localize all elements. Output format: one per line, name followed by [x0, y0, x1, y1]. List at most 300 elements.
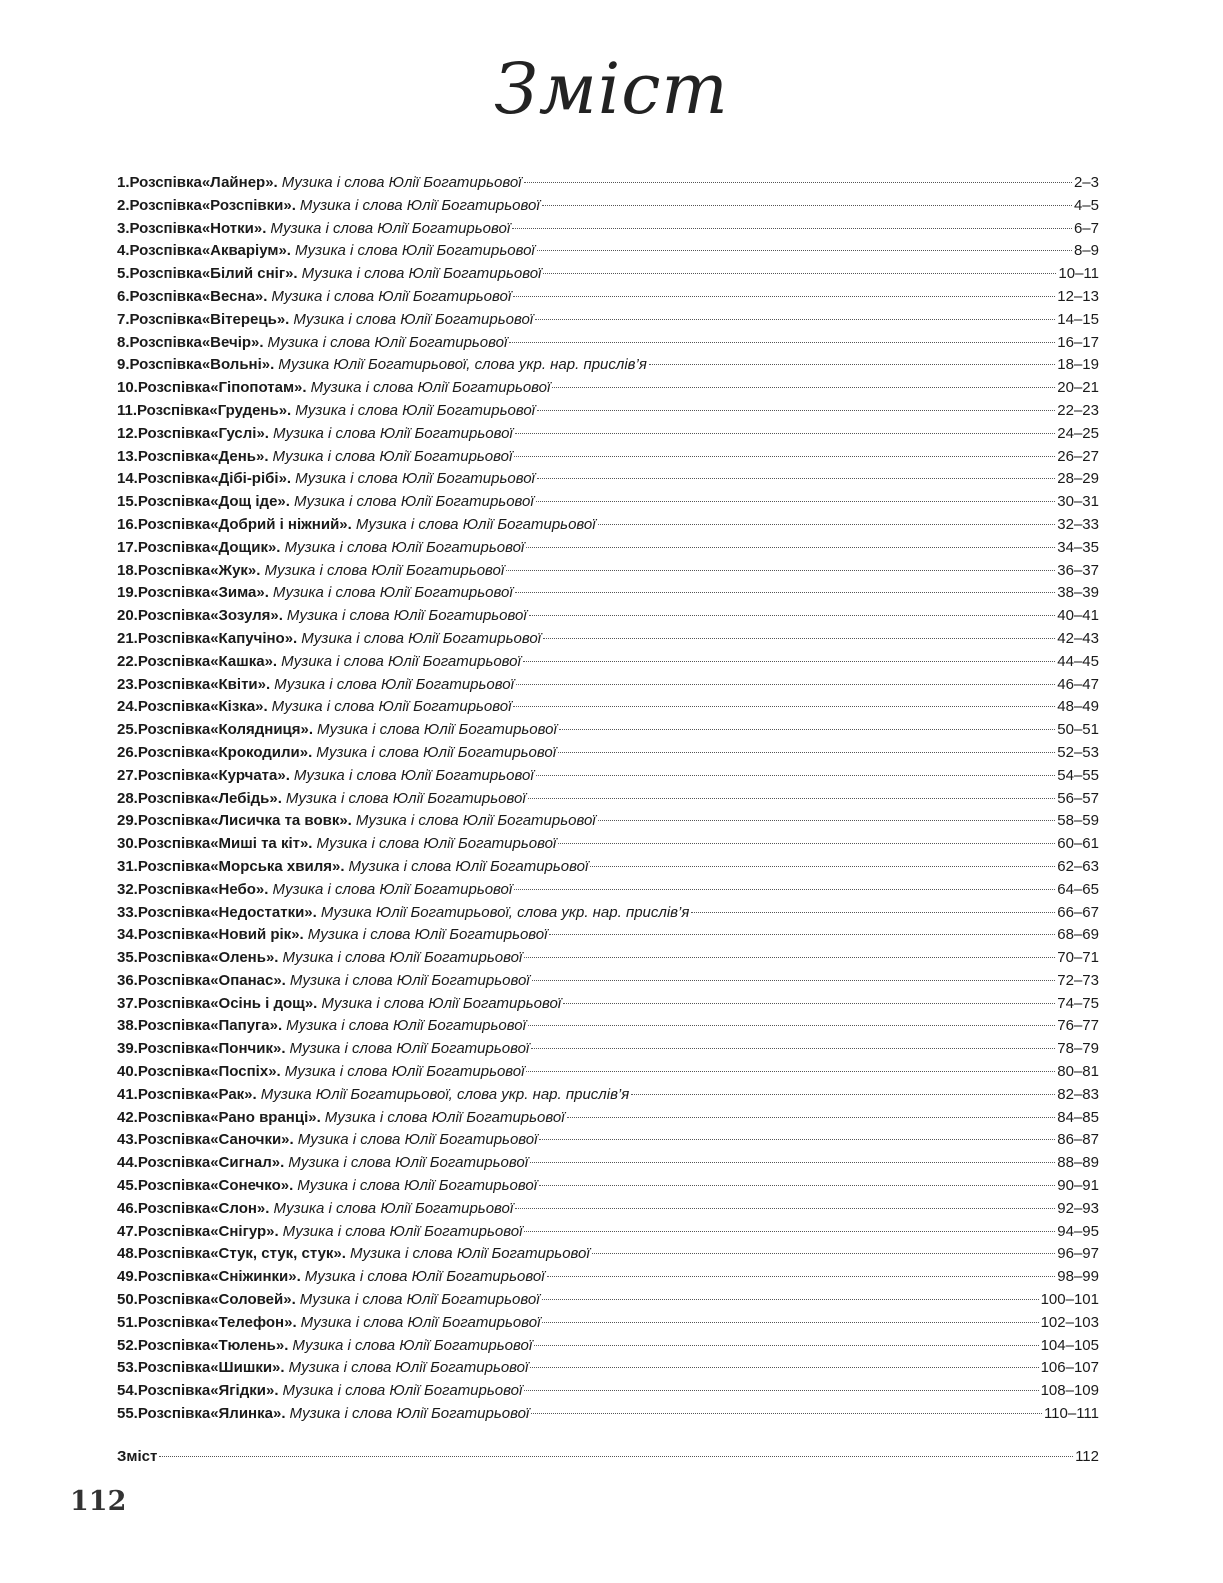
toc-entry-prefix: Розспівка [137, 812, 211, 830]
toc-entry-pages: 98–99 [1057, 1268, 1099, 1286]
toc-entry-name: «Ягідки». [210, 1382, 279, 1400]
toc-entry-pages: 22–23 [1057, 401, 1099, 419]
toc-entry-name: «Опанас». [210, 971, 286, 989]
toc-entry-pages: 50–51 [1057, 721, 1099, 739]
toc-entry-number: 9. [117, 356, 130, 374]
toc-entry-credit: Музика і слова Юлії Богатирьової [282, 949, 523, 967]
toc-entry [117, 810, 1099, 833]
toc-entry-prefix: Розспівка [137, 401, 210, 419]
toc-entry-number: 3. [117, 219, 130, 237]
toc-entry-credit: Музика і слова Юлії Богатирьової [293, 310, 534, 328]
toc-entry-prefix: Розспівка [137, 903, 211, 921]
toc-entry-number: 38. [117, 1017, 138, 1035]
toc-entry [117, 218, 1099, 241]
toc-entry-name: «Сонечко». [210, 1177, 294, 1195]
toc-entry-credit: Музика і слова Юлії Богатирьової [349, 1245, 590, 1263]
toc-entry-prefix: Розспівка [129, 219, 202, 237]
toc-entry-pages: 88–89 [1057, 1154, 1099, 1172]
toc-entry-credit: Музика і слова Юлії Богатирьової [274, 675, 514, 693]
toc-entry [117, 1038, 1099, 1061]
dot-leader [539, 1185, 1055, 1186]
toc-entry-pages: 84–85 [1057, 1108, 1099, 1126]
toc-entry-number: 1. [117, 174, 130, 191]
toc-entry-pages: 24–25 [1057, 424, 1099, 442]
toc-entry-credit: Музика і слова Юлії Богатирьової [282, 1222, 523, 1240]
toc-entry [117, 856, 1099, 879]
toc-entry-name: «Зима». [210, 584, 269, 602]
toc-entry-credit: Музика і слова Юлії Богатирьової [264, 561, 505, 579]
toc-entry-pages: 38–39 [1057, 584, 1099, 602]
toc-entry-prefix: Розспівка [137, 1359, 211, 1377]
toc-entry-pages: 70–71 [1057, 949, 1099, 967]
toc-entry-credit: Музика і слова Юлії Богатирьової [289, 1405, 530, 1423]
toc-entry-prefix: Розспівка [129, 242, 202, 260]
toc-entry-name: «Пончик». [210, 1040, 286, 1058]
dot-leader [542, 1299, 1039, 1300]
toc-entry [117, 172, 1099, 195]
toc-entry-prefix: Розспівка [129, 287, 202, 305]
toc-entry [117, 1061, 1099, 1084]
toc-entry-credit: Музика і слова Юлії Богатирьової [286, 607, 527, 625]
dot-leader [514, 456, 1055, 457]
dot-leader [542, 1322, 1038, 1323]
toc-entry-credit: Музика і слова Юлії Богатирьової [281, 174, 522, 191]
toc-entry-pages: 46–47 [1057, 675, 1099, 693]
toc-entry [117, 468, 1099, 491]
toc-entry-number: 25. [117, 721, 138, 739]
toc-entry [117, 1243, 1099, 1266]
toc-entry-name: «Лисичка та вовк». [210, 812, 352, 830]
toc-entry [117, 240, 1099, 263]
toc-entry-number: 36. [117, 971, 138, 989]
toc-entry [117, 537, 1099, 560]
dot-leader [524, 1390, 1038, 1391]
toc-entry-number: 19. [117, 584, 138, 602]
toc-entry-name: «Кізка». [210, 698, 268, 716]
toc-entry-pages: 106–107 [1040, 1359, 1099, 1377]
toc-entry-pages: 104–105 [1040, 1336, 1099, 1354]
toc-entry-pages: 90–91 [1057, 1177, 1099, 1195]
toc-entry-pages: 8–9 [1073, 242, 1099, 260]
toc-entry-number: 8. [117, 333, 130, 351]
toc-entry-number: 43. [117, 1131, 138, 1149]
toc-entry-number: 37. [117, 994, 138, 1012]
dot-leader [543, 638, 1055, 639]
toc-entry-prefix: Розспівка [137, 994, 211, 1012]
dot-leader [531, 1048, 1055, 1049]
toc-entry [117, 605, 1099, 628]
toc-entry-name: «Весна». [201, 287, 268, 305]
toc-entry-prefix: Розспівка [137, 926, 211, 944]
toc-entry-number: 41. [117, 1085, 138, 1103]
dot-leader [530, 1162, 1055, 1163]
toc-entry-prefix: Розспівка [137, 447, 211, 465]
page-number: 112 [70, 1486, 127, 1517]
toc-entry [117, 1198, 1099, 1221]
toc-entry-number: 30. [117, 835, 138, 853]
dot-leader [526, 1071, 1055, 1072]
toc-entry-credit: Музика і слова Юлії Богатирьової [300, 1313, 541, 1331]
toc-entry-prefix: Розспівка [137, 1405, 211, 1423]
toc-entry-credit: Музика Юлії Богатирьової, слова укр. нар. прислів’я [260, 1085, 630, 1103]
toc-entry-pages: 6–7 [1073, 219, 1099, 237]
toc-entry-number: 34. [117, 926, 138, 944]
dot-leader [590, 866, 1055, 867]
toc-entry-prefix: Розспівка [129, 196, 202, 214]
dot-leader [537, 478, 1055, 479]
toc-entry-number: 31. [117, 857, 138, 875]
toc-entry-name: «Тюлень». [210, 1336, 289, 1354]
toc-entry-name: «Шишки». [210, 1359, 285, 1377]
toc-entry-name: «Капучіно». [210, 629, 298, 647]
toc-entry-number: 53. [117, 1359, 138, 1377]
toc-entry-credit: Музика і слова Юлії Богатирьової [292, 1336, 533, 1354]
toc-entry [117, 674, 1099, 697]
toc-entry-prefix: Розспівка [137, 652, 211, 670]
toc-entry-number: 50. [117, 1291, 138, 1309]
toc-entry-name: «Жук». [210, 561, 261, 579]
toc-entry-name: «Вечір». [201, 333, 264, 351]
toc-entry-prefix: Розспівка [129, 356, 202, 374]
toc-entry-credit: Музика і слова Юлії Богатирьової [324, 1108, 565, 1126]
toc-entry-pages: 80–81 [1057, 1063, 1099, 1081]
toc-entry-name: «Дощ іде». [210, 493, 290, 511]
toc-entry-name: «Грудень». [209, 401, 292, 419]
toc-final-entry [117, 1446, 1099, 1469]
toc-entry-credit: Музика і слова Юлії Богатирьової [295, 470, 535, 488]
dot-leader [506, 570, 1055, 571]
toc-entry-number: 28. [117, 789, 138, 807]
toc-entry-pages: 44–45 [1057, 652, 1099, 670]
toc-entry-name: «Нотки». [201, 219, 267, 237]
toc-entry-prefix: Розспівка [129, 310, 202, 328]
dot-leader [598, 524, 1056, 525]
dot-leader [515, 433, 1056, 434]
dot-leader [547, 1276, 1056, 1277]
toc-entry-prefix: Розспівка [129, 265, 202, 283]
toc-entry-number: 32. [117, 880, 138, 898]
dot-leader [649, 364, 1055, 365]
dot-leader [537, 250, 1072, 251]
toc-entry-credit: Музика і слова Юлії Богатирьової [355, 515, 596, 533]
toc-entry-prefix: Розспівка [137, 1063, 211, 1081]
toc-entry-pages: 102–103 [1040, 1313, 1099, 1331]
toc-entry-pages: 10–11 [1058, 265, 1099, 283]
toc-entry-name: «Дібі-рібі». [210, 470, 292, 488]
toc-entry-number: 4. [117, 242, 130, 260]
toc-entry-prefix: Розспівка [137, 1131, 211, 1149]
toc-entry-pages: 82–83 [1057, 1085, 1099, 1103]
toc-entry [117, 788, 1099, 811]
toc-entry [117, 651, 1099, 674]
toc-entry-name: «Соловей». [210, 1291, 296, 1309]
toc-entry-pages: 16–17 [1057, 333, 1099, 351]
toc-entry [117, 833, 1099, 856]
toc-entry-prefix: Розспівка [137, 1108, 211, 1126]
dot-leader [558, 843, 1055, 844]
toc-entry-credit: Музика і слова Юлії Богатирьової [293, 493, 534, 511]
toc-entry-pages: 58–59 [1057, 812, 1099, 830]
toc-entry-prefix: Розспівка [137, 424, 211, 442]
toc-entry-pages: 60–61 [1057, 835, 1099, 853]
toc-entry-pages: 30–31 [1057, 493, 1099, 511]
toc-entry-name: «Кашка». [210, 652, 278, 670]
dot-leader [529, 615, 1056, 616]
toc-entry-credit: Музика і слова Юлії Богатирьової [307, 926, 548, 944]
toc-entry [117, 1312, 1099, 1335]
toc-entry [117, 491, 1099, 514]
toc-entry-credit: Музика і слова Юлії Богатирьової [267, 333, 508, 351]
toc-entry-name: «Новий рік». [210, 926, 304, 944]
toc-entry-pages: 4–5 [1073, 196, 1099, 214]
toc-entry-name: Зміст [117, 1448, 158, 1465]
toc-entry [117, 1084, 1099, 1107]
toc-entry-name: «Миші та кіт». [210, 835, 313, 853]
dot-leader [563, 1003, 1055, 1004]
dot-leader [513, 296, 1055, 297]
toc-entry-prefix: Розспівка [137, 1336, 211, 1354]
toc-entry-name: «Вітерець». [201, 310, 290, 328]
toc-entry-name: «Крокодили». [210, 743, 313, 761]
toc-entry-name: «Колядниця». [210, 721, 314, 739]
toc-entry-pages: 68–69 [1057, 926, 1099, 944]
toc-entry-name: «Акваріум». [201, 242, 291, 260]
toc-entry-name: «Лайнер». [201, 174, 278, 191]
toc-entry [117, 970, 1099, 993]
toc-entry-prefix: Розспівка [129, 333, 202, 351]
toc-entry-number: 54. [117, 1382, 138, 1400]
dot-leader [532, 980, 1056, 981]
toc-entry-name: «Слон». [210, 1199, 270, 1217]
toc-entry-pages: 28–29 [1057, 470, 1099, 488]
toc-entry-name: «Телефон». [210, 1313, 297, 1331]
toc-entry [117, 719, 1099, 742]
dot-leader [552, 387, 1055, 388]
toc-entry-number: 52. [117, 1336, 138, 1354]
toc-entry-prefix: Розспівка [137, 1313, 211, 1331]
toc-entry-number: 45. [117, 1177, 138, 1195]
toc-entry [117, 1380, 1099, 1403]
toc-entry-prefix: Розспівка [137, 1291, 211, 1309]
toc-entry-pages: 12–13 [1057, 287, 1099, 305]
toc-entry [117, 263, 1099, 286]
toc-entry-number: 51. [117, 1313, 138, 1331]
toc-entry [117, 765, 1099, 788]
toc-entry-pages: 96–97 [1057, 1245, 1099, 1263]
toc-entry-pages: 36–37 [1057, 561, 1099, 579]
dot-leader [159, 1456, 1073, 1457]
toc-entry-pages: 42–43 [1057, 629, 1099, 647]
toc-entry [117, 1289, 1099, 1312]
toc-entry [117, 924, 1099, 947]
toc-entry [117, 514, 1099, 537]
toc-entry-name: «Ялинка». [210, 1405, 286, 1423]
toc-entry-prefix: Розспівка [137, 1177, 211, 1195]
toc-entry-pages: 32–33 [1057, 515, 1099, 533]
toc-entry-credit: Музика і слова Юлії Богатирьової [272, 584, 513, 602]
toc-entry-credit: Музика і слова Юлії Богатирьової [293, 766, 534, 784]
toc-entry [117, 423, 1099, 446]
toc-entry-number: 42. [117, 1108, 138, 1126]
toc-entry-name: «Розспівки». [201, 196, 296, 214]
toc-entry-number: 22. [117, 652, 138, 670]
toc-entry-prefix: Розспівка [137, 607, 211, 625]
toc-entry [117, 1152, 1099, 1175]
toc-entry-pages: 14–15 [1057, 310, 1099, 328]
toc-entry-credit: Музика і слова Юлії Богатирьової [301, 629, 542, 647]
toc-entry [117, 286, 1099, 309]
toc-entry-number: 2. [117, 196, 130, 214]
dot-leader [536, 501, 1056, 502]
dot-leader [543, 273, 1056, 274]
dot-leader [559, 729, 1055, 730]
dot-leader [536, 775, 1056, 776]
toc-entry-pages: 26–27 [1057, 447, 1099, 465]
toc-entry-number: 24. [117, 698, 138, 716]
dot-leader [523, 661, 1055, 662]
toc-entry [117, 1221, 1099, 1244]
toc-entry-number: 46. [117, 1199, 138, 1217]
toc-entry-credit: Музика і слова Юлії Богатирьової [284, 1063, 525, 1081]
dot-leader [528, 1025, 1055, 1026]
page-title: Зміст [494, 48, 729, 130]
toc-entry-number: 40. [117, 1063, 138, 1081]
toc-entry-prefix: Розспівка [137, 470, 211, 488]
toc-entry-number: 55. [117, 1405, 138, 1423]
dot-leader [592, 1253, 1056, 1254]
toc-entry [117, 742, 1099, 765]
toc-entry-credit: Музика Юлії Богатирьової, слова укр. нар. прислів’я [320, 903, 690, 921]
toc-entry-number: 15. [117, 493, 138, 511]
toc-entry [117, 1175, 1099, 1198]
toc-entry [117, 1266, 1099, 1289]
toc-entry [117, 332, 1099, 355]
toc-entry-credit: Музика і слова Юлії Богатирьової [316, 743, 557, 761]
toc-entry-credit: Музика і слова Юлії Богатирьової [294, 242, 535, 260]
toc-entry-prefix: Розспівка [137, 493, 211, 511]
toc-entry-prefix: Розспівка [137, 880, 211, 898]
toc-entry-credit: Музика і слова Юлії Богатирьової [301, 265, 542, 283]
dot-leader [537, 410, 1055, 411]
dot-leader [558, 752, 1055, 753]
toc-entry-prefix: Розспівка [137, 1245, 211, 1263]
toc-entry-prefix: Розспівка [137, 379, 211, 397]
toc-entry-pages: 100–101 [1040, 1291, 1099, 1309]
toc-entry-pages: 34–35 [1057, 538, 1099, 556]
toc-entry-pages: 78–79 [1057, 1040, 1099, 1058]
toc-entry-name: «Курчата». [210, 766, 290, 784]
toc-entry-credit: Музика і слова Юлії Богатирьової [273, 1199, 514, 1217]
dot-leader [691, 912, 1055, 913]
dot-leader [524, 957, 1055, 958]
toc-entry-name: «Рак». [210, 1085, 257, 1103]
toc-entry-pages: 72–73 [1057, 971, 1099, 989]
dot-leader [514, 889, 1055, 890]
toc-entry-pages: 64–65 [1057, 880, 1099, 898]
toc-entry-prefix: Розспівка [137, 857, 211, 875]
toc-entry-credit: Музика і слова Юлії Богатирьової [270, 219, 511, 237]
toc-entry-credit: Музика і слова Юлії Богатирьової [295, 401, 536, 419]
toc-entry [117, 902, 1099, 925]
toc-entry [117, 560, 1099, 583]
toc-entry-number: 12. [117, 424, 138, 442]
toc-entry-name: «Недостатки». [210, 903, 317, 921]
toc-entry [117, 947, 1099, 970]
toc-entry-pages: 110–111 [1043, 1405, 1099, 1423]
toc-entry [117, 993, 1099, 1016]
toc-entry-prefix: Розспівка [137, 971, 211, 989]
toc-entry-number: 27. [117, 766, 138, 784]
toc-entry-credit: Музика і слова Юлії Богатирьової [348, 857, 589, 875]
table-of-contents [117, 172, 1099, 1426]
dot-leader [528, 798, 1056, 799]
dot-leader [549, 934, 1055, 935]
dot-leader [631, 1094, 1055, 1095]
toc-entry-pages: 20–21 [1057, 379, 1099, 397]
toc-entry [117, 1335, 1099, 1358]
toc-entry-prefix: Розспівка [137, 515, 211, 533]
toc-entry [117, 879, 1099, 902]
toc-entry-credit: Музика і слова Юлії Богатирьової [281, 652, 521, 670]
toc-entry-pages: 112 [1075, 1448, 1099, 1465]
toc-entry-number: 13. [117, 447, 138, 465]
toc-entry-number: 49. [117, 1268, 138, 1286]
dot-leader [531, 1413, 1042, 1414]
dot-leader [524, 1231, 1055, 1232]
toc-entry-credit: Музика і слова Юлії Богатирьової [297, 1177, 538, 1195]
toc-entry-number: 29. [117, 812, 138, 830]
dot-leader [509, 342, 1055, 343]
toc-entry-credit: Музика і слова Юлії Богатирьової [288, 1154, 529, 1172]
toc-entry [117, 696, 1099, 719]
dot-leader [539, 1139, 1055, 1140]
toc-entry-prefix: Розспівка [137, 629, 211, 647]
dot-leader [515, 1208, 1055, 1209]
toc-entry-prefix: Розспівка [137, 1222, 211, 1240]
toc-entry-prefix: Розспівка [137, 584, 211, 602]
toc-entry-credit: Музика і слова Юлії Богатирьової [289, 1040, 530, 1058]
toc-entry [117, 1357, 1099, 1380]
toc-entry-number: 21. [117, 629, 138, 647]
toc-entry [117, 1129, 1099, 1152]
toc-entry-number: 47. [117, 1222, 138, 1240]
toc-entry [117, 1015, 1099, 1038]
toc-entry-name: «Гуслі». [210, 424, 269, 442]
toc-entry-number: 48. [117, 1245, 138, 1263]
toc-entry-pages: 40–41 [1057, 607, 1099, 625]
dot-leader [598, 820, 1056, 821]
toc-entry-prefix: Розспівка [137, 1382, 211, 1400]
toc-entry-number: 33. [117, 903, 138, 921]
dot-leader [530, 1367, 1038, 1368]
toc-entry-pages: 18–19 [1057, 356, 1099, 374]
toc-entry-pages: 66–67 [1057, 903, 1099, 921]
toc-entry-name: «Саночки». [210, 1131, 294, 1149]
toc-entry-credit: Музика і слова Юлії Богатирьової [321, 994, 562, 1012]
toc-entry-credit: Музика і слова Юлії Богатирьової [317, 721, 557, 739]
toc-entry-credit: Музика і слова Юлії Богатирьової [272, 447, 513, 465]
toc-entry-credit: Музика і слова Юлії Богатирьової [271, 287, 512, 305]
toc-entry-pages: 48–49 [1057, 698, 1099, 716]
toc-entry-prefix: Розспівка [137, 1085, 211, 1103]
toc-entry-number: 35. [117, 949, 138, 967]
dot-leader [542, 205, 1072, 206]
toc-entry-credit: Музика і слова Юлії Богатирьової [285, 789, 526, 807]
toc-entry-number: 7. [117, 310, 130, 328]
toc-entry-pages: 56–57 [1057, 789, 1099, 807]
toc-entry-name: «Зозуля». [210, 607, 283, 625]
toc-entry-pages: 108–109 [1040, 1382, 1099, 1400]
